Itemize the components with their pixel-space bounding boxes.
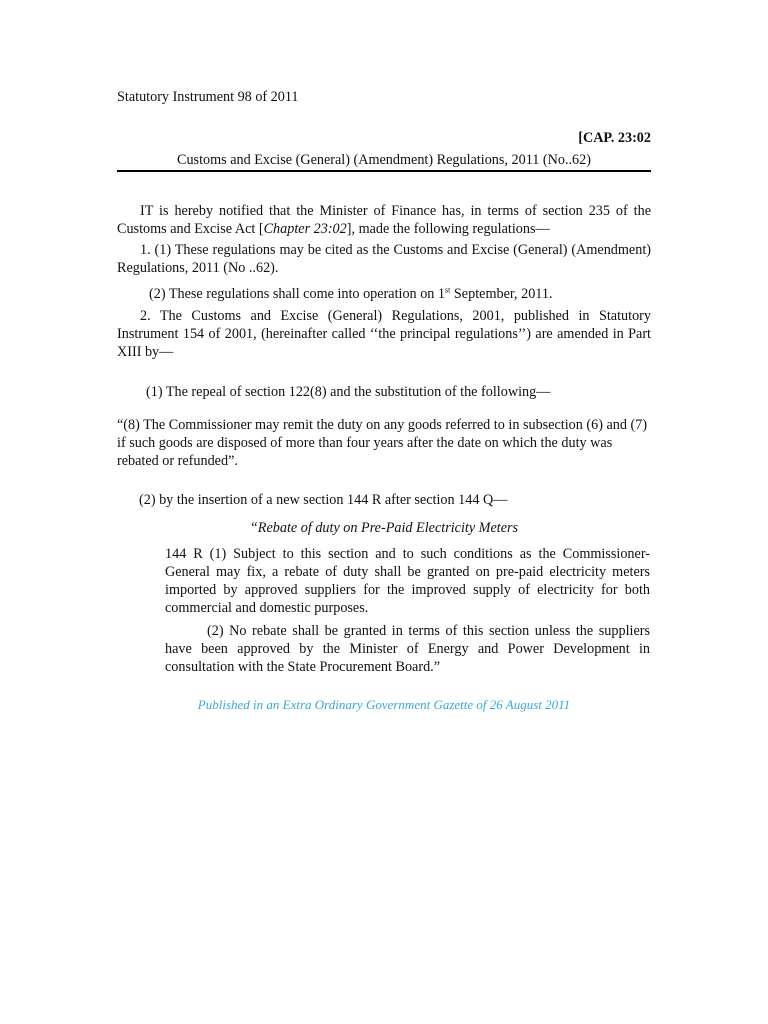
chapter-reference: [CAP. 23:02	[578, 130, 651, 146]
substituted-subsection: “(8) The Commissioner may remit the duty on any goods referred to in subsection (6) and (7) if such goods are disposed of more than four years after the date on which the duty was rebated or refunded”.	[117, 417, 648, 469]
section-144r-subsection-1: 144 R (1) Subject to this section and to such conditions as the Commissioner-General may fix, a rebate of duty shall be granted on pre-paid electricity meters imported by approved suppliers for the improved supply of electricity for both commercial and domestic purposes.	[165, 546, 650, 616]
gazette-note: Published in an Extra Ordinary Government Gazette of 26 August 2011	[197, 697, 571, 712]
intro-text-start: IT is hereby notified that the Minister of Finance has, in terms of section 235 of the Customs and Excise Act [	[117, 203, 651, 237]
regulations-title: Customs and Excise (General) (Amendment) Regulations, 2011 (No..62)	[177, 152, 591, 168]
chapter-citation: Chapter 23:02	[263, 221, 347, 237]
insertion-paragraph: (2) by the insertion of a new section 144 R after section 144 Q—	[139, 492, 508, 508]
instrument-number: Statutory Instrument 98 of 2011	[117, 89, 299, 105]
commencement-paragraph	[149, 285, 553, 303]
repeal-paragraph: (1) The repeal of section 122(8) and the substitution of the following—	[146, 384, 551, 400]
amendment-paragraph: 2. The Customs and Excise (General) Regulations, 2001, published in Statutory Instrument 154 of 2001, (hereinafter called ‘‘the principal regulations’’) are amended in Part XIII by—	[117, 308, 651, 360]
commencement-text-start: (2) These regulations shall come into operation on 1	[149, 286, 446, 302]
section-144r-subsection-2: (2) No rebate shall be granted in terms of this section unless the suppliers have been approved by the Minister of Energy and Power Development in consultation with the State Procurement Board.”	[165, 623, 650, 675]
commencement-text-end: September, 2011.	[450, 286, 553, 302]
section-heading: “Rebate of duty on Pre-Paid Electricity Meters	[249, 520, 519, 536]
header-rule	[117, 170, 651, 172]
citation-paragraph: 1. (1) These regulations may be cited as the Customs and Excise (General) (Amendment) Regulations, 2011 (No ..62).	[117, 242, 651, 276]
intro-text-end: ], made the following regulations—	[346, 221, 550, 237]
ordinal-suffix: st	[445, 285, 451, 295]
intro-paragraph	[117, 202, 651, 238]
